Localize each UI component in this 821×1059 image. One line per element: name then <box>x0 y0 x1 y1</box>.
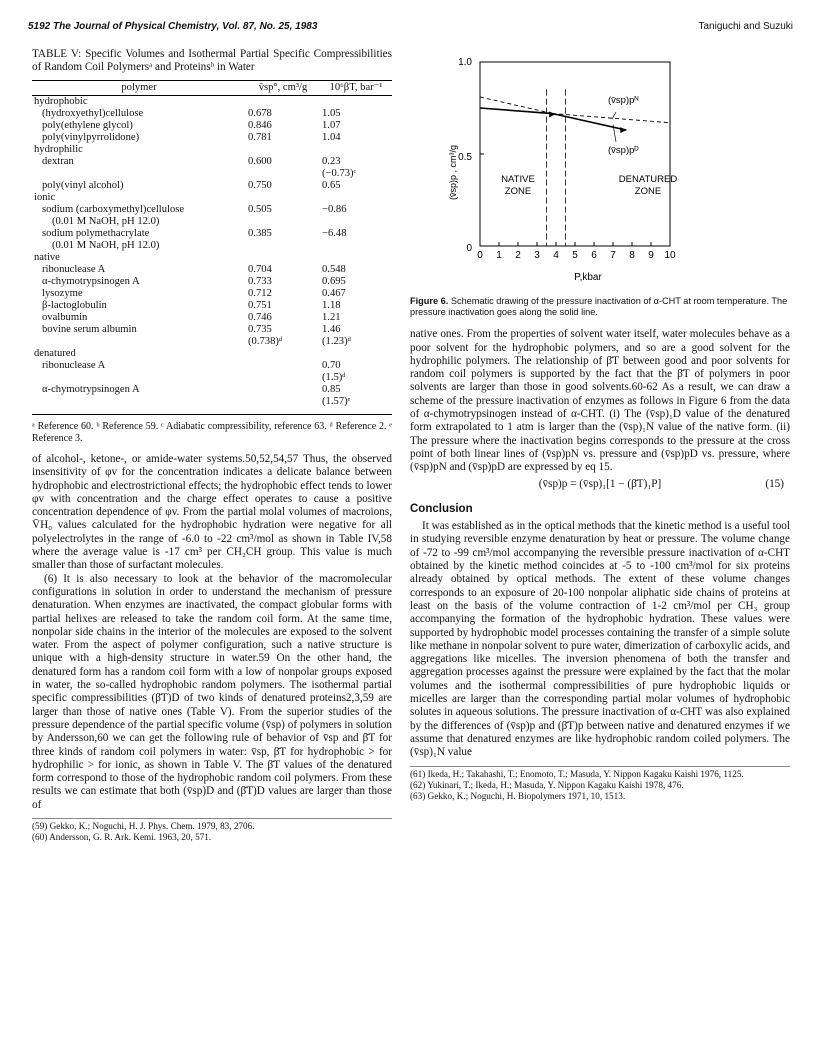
table-cell-polymer: α-chymotrypsinogen A <box>42 384 140 395</box>
table-row <box>32 276 392 288</box>
table-cell-compressibility: 0.65 <box>322 180 341 191</box>
table-row <box>32 252 392 264</box>
table-cell-polymer: (hydroxyethyl)cellulose <box>42 108 144 119</box>
y-tick-label: 0.5 <box>458 152 472 163</box>
table-cell-compressibility <box>320 192 392 204</box>
left-references <box>32 818 392 843</box>
table-footnote: ᵃ Reference 60. ᵇ Reference 59. ᶜ Adiabatic compressibility, reference 63. ᵈ Reference 2. ᵉ Reference 3. <box>32 414 392 445</box>
table-cell-polymer <box>32 372 246 384</box>
table-cell-volume: 0.751 <box>248 300 272 311</box>
table-cell-compressibility: 1.46 <box>322 324 341 335</box>
reference: (59) Gekko, K.; Noguchi, H. J. Phys. Chem. 1979, 83, 2706. <box>32 821 255 832</box>
denatured-zone-label: ZONE <box>634 186 662 197</box>
table-cell-polymer: ovalbumin <box>42 312 88 323</box>
figure-caption-label: Figure 6. <box>410 296 449 307</box>
native-zone-label: NATIVE <box>501 174 535 185</box>
x-axis-label: P,kbar <box>574 272 602 283</box>
journal-header: 5192 The Journal of Physical Chemistry, Vol. 87, No. 25, 1983 <box>28 21 318 32</box>
reference: (60) Andersson, G. R. Ark. Kemi. 1963, 20, 571. <box>32 832 212 843</box>
left-body <box>32 453 392 812</box>
table-cell-volume <box>246 360 320 372</box>
x-tick-label: 2 <box>515 250 521 261</box>
table-cell-polymer: β-lactoglobulin <box>42 300 107 311</box>
reference: (62) Yukinari, T.; Ikeda, H.; Masuda, Y. Nippon Kagaku Kaishi 1978, 476. <box>410 779 684 790</box>
x-tick-label: 9 <box>648 250 654 261</box>
y-axis-label: (v̄sp)p , cm³/g <box>448 144 458 200</box>
table-cell-polymer: poly(ethylene glycol) <box>42 120 133 131</box>
label-pointer <box>612 112 616 119</box>
table-row <box>32 108 392 120</box>
table-cell-volume <box>246 240 320 252</box>
table-cell-polymer <box>32 168 246 180</box>
figure-6 <box>410 48 790 318</box>
table-cell-volume: (0.738)ᵈ <box>248 336 283 347</box>
body-paragraph: native ones. From the properties of solvent water itself, water molecules behave as a poor solvent for the hydrophobic polymers, and so are a good solvent for the hydrophilic polymers. The relationship of β̄T between good and poor solvents for random coil polymers is supported by the fact that the β̄T of polymers in poor solvents are larger than those in good solvents.60-62 As a result, we can draw a scheme of the pressure inactivation of enzymes as follows in Figure 6 from the data of α-chymotrypsinogen instead of α-CHT. (i) The (v̄sp)₁D value of the denatured form extrapolated to 1 atm is larger than the (v̄sp)₁N value of the native form. (ii) The pressure where the inactivation begins corresponds to the pressure at the cross point of both linear lines of (v̄sp)pN vs. pressure and (v̄sp)pD vs. pressure, where (v̄sp)pN and (v̄sp)pD are expressed by eq 15. <box>410 328 790 474</box>
equation-text: (v̄sp)p = (v̄sp)₁[1 − (β̄T)₁P] <box>538 477 662 490</box>
table-cell-volume: 0.733 <box>248 276 272 287</box>
table-row <box>32 192 392 204</box>
table-row <box>32 156 392 168</box>
running-header <box>28 21 793 35</box>
table-cell-volume <box>246 96 320 109</box>
table-cell-volume: 0.746 <box>248 312 272 323</box>
table-cell-compressibility: (1.5)ᵈ <box>322 372 346 383</box>
table-cell-polymer: sodium polymethacrylate <box>42 228 150 239</box>
table-cell-polymer: poly(vinylpyrrolidone) <box>42 132 140 143</box>
equation-number: (15) <box>765 477 784 490</box>
table-cell-polymer <box>32 336 246 348</box>
x-tick-label: 5 <box>572 250 578 261</box>
table-cell-polymer: denatured <box>34 348 76 359</box>
table-row <box>32 144 392 156</box>
table-cell-compressibility: 0.548 <box>322 264 346 275</box>
table-cell-compressibility: (−0.73)ᶜ <box>322 168 357 179</box>
table-cell-polymer: dextran <box>42 156 74 167</box>
table-cell-compressibility <box>320 348 392 360</box>
table-cell-compressibility: 1.21 <box>322 312 341 323</box>
table-cell-compressibility <box>320 240 392 252</box>
table-cell-compressibility: 0.23 <box>322 156 341 167</box>
table-cell-polymer: hydrophilic <box>34 144 83 155</box>
table-cell-volume <box>246 384 320 396</box>
table-cell-volume <box>246 144 320 156</box>
table-cell-polymer: (0.01 M NaOH, pH 12.0) <box>52 216 160 227</box>
table-cell-compressibility: 0.695 <box>322 276 346 287</box>
x-tick-label: 7 <box>610 250 616 261</box>
table-cell-compressibility: 1.05 <box>322 108 341 119</box>
table-cell-volume <box>246 348 320 360</box>
figure-caption <box>410 296 790 318</box>
table-row <box>32 228 392 240</box>
plot-frame <box>480 62 670 246</box>
table-cell-compressibility: (1.23)ᵈ <box>322 336 351 347</box>
x-tick-label: 0 <box>477 250 483 261</box>
x-tick-label: 3 <box>534 250 540 261</box>
reference: (61) Ikeda, H.; Takahashi, T.; Enomoto, T.; Masuda, Y. Nippon Kagaku Kaishi 1976, 1125. <box>410 768 744 779</box>
table-header-polymer: polymer <box>121 82 157 93</box>
table-row <box>32 360 392 372</box>
table-cell-compressibility: −0.86 <box>322 204 347 215</box>
right-column <box>410 48 790 802</box>
table-cell-volume: 0.600 <box>248 156 272 167</box>
table-row <box>32 372 392 384</box>
table-cell-polymer: α-chymotrypsinogen A <box>42 276 140 287</box>
table-cell-polymer: ribonuclease A <box>42 264 106 275</box>
table-row <box>32 312 392 324</box>
series-line <box>480 108 552 114</box>
table-cell-volume: 0.750 <box>248 180 272 191</box>
table-cell-polymer: sodium (carboxymethyl)cellulose <box>42 204 185 215</box>
table-row <box>32 384 392 396</box>
table-cell-polymer: ribonuclease A <box>42 360 106 371</box>
denatured-zone-label: DENATURED <box>618 174 678 185</box>
equation-15 <box>410 478 790 491</box>
table-cell-compressibility: 0.85 <box>322 384 341 395</box>
table-cell-polymer: hydrophobic <box>34 96 88 107</box>
table-cell-volume <box>246 168 320 180</box>
table-cell-polymer: bovine serum albumin <box>42 324 137 335</box>
table-cell-volume <box>246 252 320 264</box>
authors-header: Taniguchi and Suzuki <box>698 21 793 32</box>
figure-caption-text: Schematic drawing of the pressure inactivation of α-CHT at room temperature. The pressure inactivation goes along the solid line. <box>410 296 788 318</box>
table-row <box>32 336 392 348</box>
table-row <box>32 216 392 228</box>
x-tick-label: 4 <box>553 250 559 261</box>
table-cell-compressibility <box>320 96 392 109</box>
table-cell-polymer <box>32 396 246 408</box>
table-cell-polymer: native <box>34 252 60 263</box>
table-cell-volume: 0.735 <box>248 324 272 335</box>
table-cell-compressibility <box>320 144 392 156</box>
y-tick-label: 0 <box>466 243 472 254</box>
table-header-volume: v̄sp°, cm³/g <box>258 82 308 93</box>
x-tick-label: 10 <box>664 250 676 261</box>
table-cell-polymer: lysozyme <box>42 288 83 299</box>
native-zone-label: ZONE <box>504 186 532 197</box>
reference: (63) Gekko, K.; Noguchi, H. Biopolymers 1971, 10, 1513. <box>410 790 626 801</box>
table-row <box>32 168 392 180</box>
table-cell-volume: 0.505 <box>248 204 272 215</box>
table-row <box>32 324 392 336</box>
table-row <box>32 348 392 360</box>
table-cell-volume: 0.846 <box>248 120 272 131</box>
table-cell-volume <box>246 396 320 408</box>
table-cell-compressibility: 1.18 <box>322 300 341 311</box>
table-row <box>32 300 392 312</box>
table-cell-compressibility: (1.57)ᵉ <box>322 396 351 407</box>
table-cell-volume <box>246 216 320 228</box>
table-row <box>32 180 392 192</box>
table-cell-volume <box>246 192 320 204</box>
body-paragraph: of alcohol-, ketone-, or amide-water systems.50,52,54,57 Thus, the observed insensitivity of φv for the concentration indicates a delicate balance between hydrophobic and electrostrictional effects; the hydrophobic effect tends to lower φv with concentration and the charge effect operates to cause a positive concentration dependence of φv. From the partial molal volumes of macroions, V̄H₀ values calculated for the hydrophobic hydration were negative for all polyelectrolytes in the range of -6.0 to -22 cm³/mol as shown in Table IV,58 where the average value is -17 cm³ per CH₂CH group. This value is much smaller than those of surfactant molecules. <box>32 453 392 572</box>
table-row <box>32 120 392 132</box>
table-cell-compressibility <box>320 252 392 264</box>
table-cell-volume: 0.704 <box>248 264 272 275</box>
table-caption: TABLE V: Specific Volumes and Isothermal Partial Specific Compressibilities of Random Coil Polymersᵃ and Proteinsᵇ in Water <box>32 48 392 73</box>
table-row <box>32 288 392 300</box>
table-cell-compressibility: 1.07 <box>322 120 341 131</box>
table-v <box>32 80 392 408</box>
figure-6-chart <box>410 48 790 288</box>
table-row <box>32 96 392 109</box>
table-body <box>32 96 392 409</box>
table-cell-compressibility <box>320 216 392 228</box>
denatured-curve-label: (v̄sp)pᴰ <box>608 145 639 156</box>
table-cell-compressibility: 1.04 <box>322 132 341 143</box>
table-cell-polymer: (0.01 M NaOH, pH 12.0) <box>52 240 160 251</box>
table-cell-compressibility: 0.467 <box>322 288 346 299</box>
table-row <box>32 204 392 216</box>
table-row <box>32 132 392 144</box>
table-cell-volume: 0.712 <box>248 288 272 299</box>
table-cell-compressibility: 0.70 <box>322 360 341 371</box>
section-heading: Conclusion <box>410 502 473 515</box>
table-cell-volume: 0.385 <box>248 228 272 239</box>
x-tick-label: 8 <box>629 250 635 261</box>
table-cell-volume <box>246 372 320 384</box>
y-tick-label: 1.0 <box>458 57 472 68</box>
table-cell-volume: 0.781 <box>248 132 272 143</box>
x-tick-label: 6 <box>591 250 597 261</box>
table-cell-polymer: poly(vinyl alcohol) <box>42 180 124 191</box>
table-cell-polymer: ionic <box>34 192 56 203</box>
table-cell-compressibility: −6.48 <box>322 228 347 239</box>
table-row <box>32 240 392 252</box>
x-tick-label: 1 <box>496 250 502 261</box>
table-header-compressibility: 10⁶βT, bar⁻¹ <box>329 82 383 93</box>
right-references <box>410 766 790 802</box>
table-row <box>32 264 392 276</box>
table-cell-volume: 0.678 <box>248 108 272 119</box>
table-row <box>32 396 392 408</box>
body-paragraph: It was established as in the optical methods that the kinetic method is a useful tool in studying reversible enzyme denaturation by heat or pressure. The volume change of -72 to -99 cm³/mol accompanying the reversible pressure inactivation of α-CHT obtained by the kinetic method coincides at -5 to -100 cm³/mol for six proteins already obtained by optical methods. The extent of these volume changes corresponds to an exposure of 20-100 nonpolar aliphatic side chains of proteins at least on the basis of the volume contraction of 1-2 cm³/mol per CH₃ group accompanying the formation of the hydrophobic hydration. These values were supported by hydrophobic model processes containing the transfer of a simple solute like methane in nonpolar solvent to pure water, dimerization of carboxylic acids, and aggregations like micelles. The inversion phenomena of both the transfer and aggregation processes against the pressure were explained by the fact that the molar volumes and the isothermal compressibilities of pure hydrophobic liquids or micelles are larger than the corresponding partial molar volumes of hydrophobic solutes in aqueous solutions. The pressure inactivation of α-CHT was also explained by the differences of (v̄sp)p and (β̄T)p between native and denatured enzymes if we assume that denatured enzymes are like hydrophobic random coiled polymers. The (v̄sp)₁N value <box>410 520 790 759</box>
body-paragraph: (6) It is also necessary to look at the behavior of the macromolecular configurations in solution in order to understand the mechanism of pressure denaturation. When enzymes are inactivated, the compact globular forms with partial helixes are released to take the random coil form. At the same time, nonpolar side chains in the interior of the molecules are exposed to the solvent water. From the aspect of polymer configuration, such a native structure is unique with a high-density structure in water.59 On the other hand, the denatured form has a random coil form with a low of nonpolar groups exposed in water, the so-called hydrophobic random polymers. The isothermal partial specific compressibilities (β̄T)D of two kinds of denatured proteins2,3,59 are larger than those of native ones (Table V). From the superior studies of the pressure dependence of the partial specific volume (v̄sp) of polymers in solution by Andersson,60 we can get the following rule of behavior of v̄sp and β̄T for three kinds of random coil polymers in water: v̄sp, β̄T for hydrophobic > for hydrophilic > for ionic, as shown in Table V. The β̄T values of the denatured form correspond to those of the hydrophobic random coil polymers. From these results we can estimate that both (v̄sp)D and (β̄T)D values are larger than those of <box>32 572 392 811</box>
left-column <box>32 48 392 843</box>
native-curve-label: (v̄sp)pᴺ <box>608 95 639 106</box>
